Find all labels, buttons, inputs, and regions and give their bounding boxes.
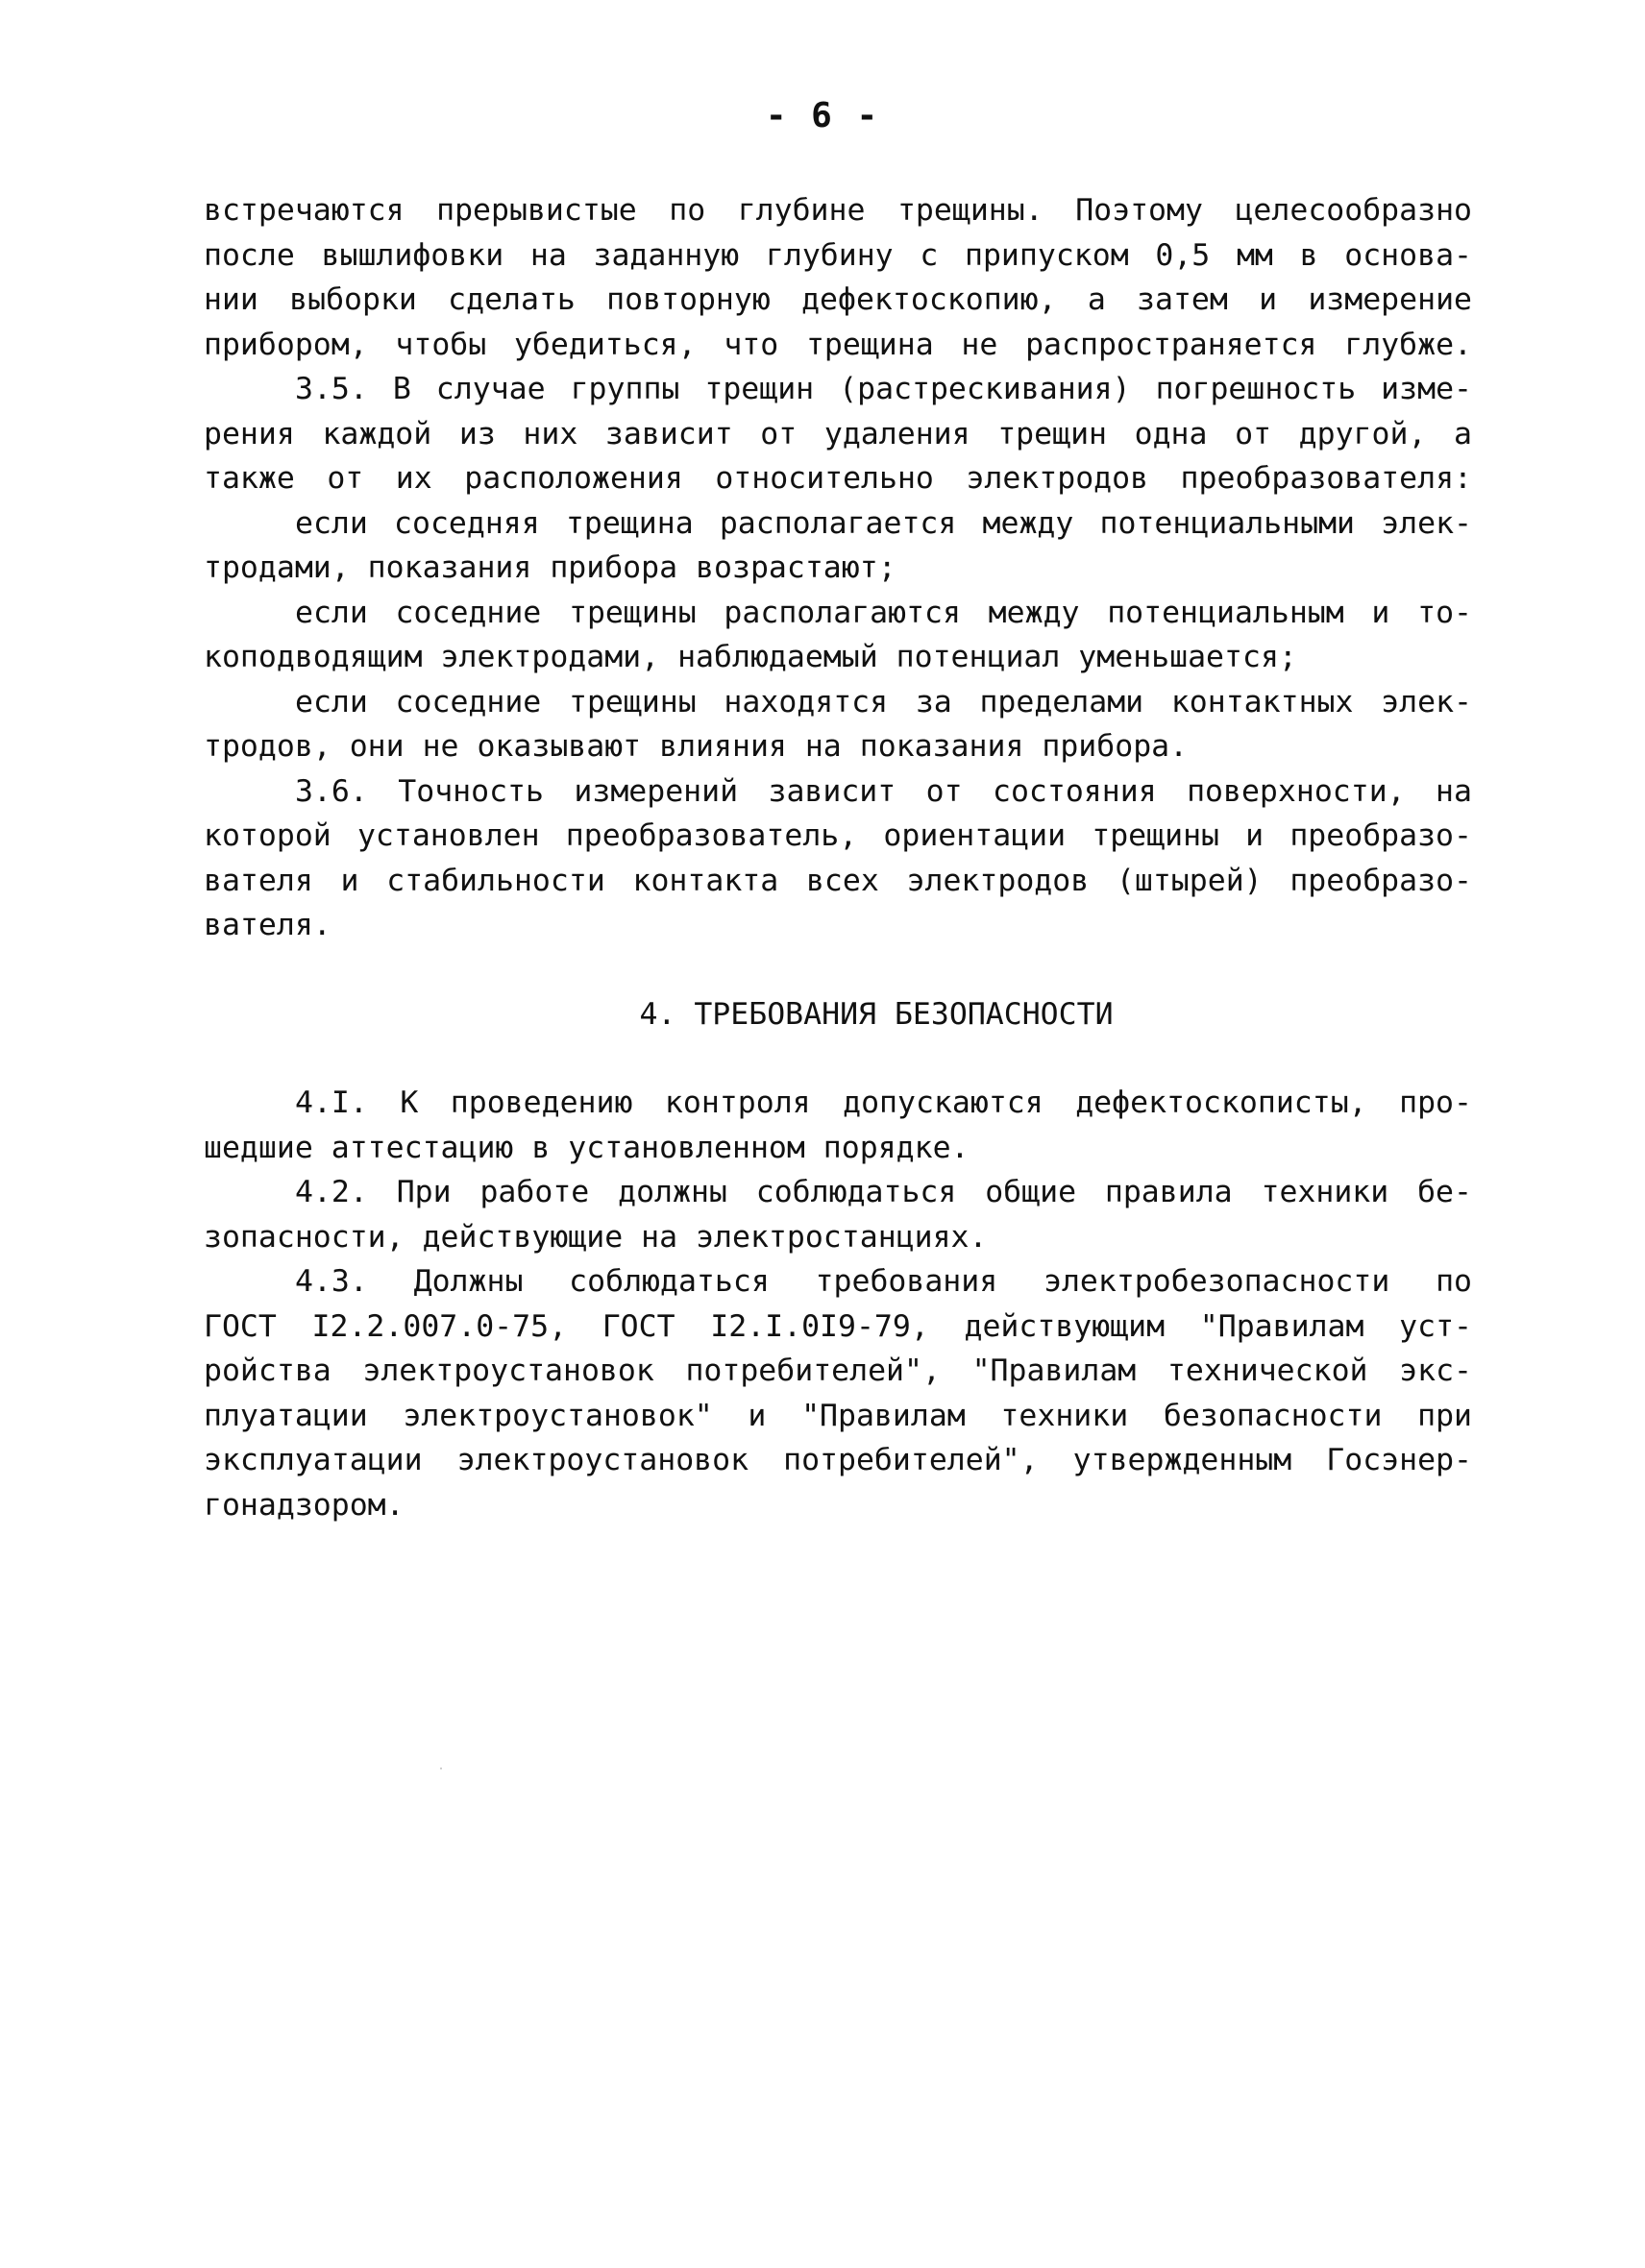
text-line: 3.5. В случае группы трещин (растрескивания) погрешность изме- — [295, 372, 1472, 406]
text-line: шедшие аттестацию в установленном порядке. — [204, 1130, 970, 1165]
text-line: нии выборки сделать повторную дефектоскопию, а затем и измерение — [204, 282, 1472, 317]
text-line: если соседние трещины находятся за пределами контактных элек- — [295, 684, 1472, 719]
text-line: если соседняя трещина располагается между потенциальными элек- — [295, 505, 1472, 541]
text-line: если соседние трещины располагаются между потенциальным и то- — [295, 595, 1472, 630]
text-line: ройства электроустановок потребителей", "Правилам технической экс- — [204, 1353, 1472, 1388]
spacer — [204, 948, 1472, 992]
page-number: - 6 - — [765, 96, 880, 135]
text-line: вателя и стабильности контакта всех электродов (штырей) преобразо- — [204, 863, 1472, 898]
text-line: прибором, чтобы убедиться, что трещина не распространяется глубже. — [204, 327, 1472, 362]
text-line: которой установлен преобразователь, ориентации трещины и преобразо- — [204, 818, 1472, 853]
text-line: вателя. — [204, 908, 331, 942]
text-line: 4.3. Должны соблюдаться требования электробезопасности по — [295, 1264, 1472, 1299]
text-line: плуатации электроустановок" и "Правилам техники безопасности при — [204, 1398, 1472, 1433]
text-line: зопасности, действующие на электростанциях. — [204, 1219, 988, 1255]
text-line: 4.2. При работе должны соблюдаться общие правила техники бе- — [295, 1175, 1472, 1209]
text-line: 4.I. К проведению контроля допускаются дефектоскописты, про- — [295, 1085, 1472, 1120]
text-line: встречаются прерывистые по глубине трещины. Поэтому целесообразно — [204, 193, 1472, 228]
scan-speck — [440, 1768, 442, 1769]
text-line: 3.6. Точность измерений зависит от состояния поверхности, на — [295, 773, 1472, 809]
body-text — [204, 188, 1472, 1527]
spacer — [204, 1036, 1472, 1081]
text-line: тродов, они не оказывают влияния на показания прибора. — [204, 729, 1189, 764]
text-line: ГОСТ I2.2.007.0-75, ГОСТ I2.I.0I9-79, действующим "Правилам уст- — [204, 1308, 1472, 1344]
text-line: эксплуатации электроустановок потребителей", утвержденным Госэнер- — [204, 1443, 1472, 1477]
text-line: после вышлифовки на заданную глубину с припуском 0,5 мм в основа- — [204, 237, 1472, 273]
text-line: также от их расположения относительно электродов преобразователя: — [204, 461, 1472, 496]
text-line: гонадзором. — [204, 1487, 405, 1523]
text-line: рения каждой из них зависит от удаления трещин одна от другой, а — [204, 416, 1472, 451]
section-heading: 4. ТРЕБОВАНИЯ БЕЗОПАСНОСТИ — [639, 996, 1114, 1032]
text-line: коподводящим электродами, наблюдаемый потенциал уменьшается; — [204, 640, 1297, 674]
text-line: тродами, показания прибора возрастают; — [204, 550, 896, 585]
